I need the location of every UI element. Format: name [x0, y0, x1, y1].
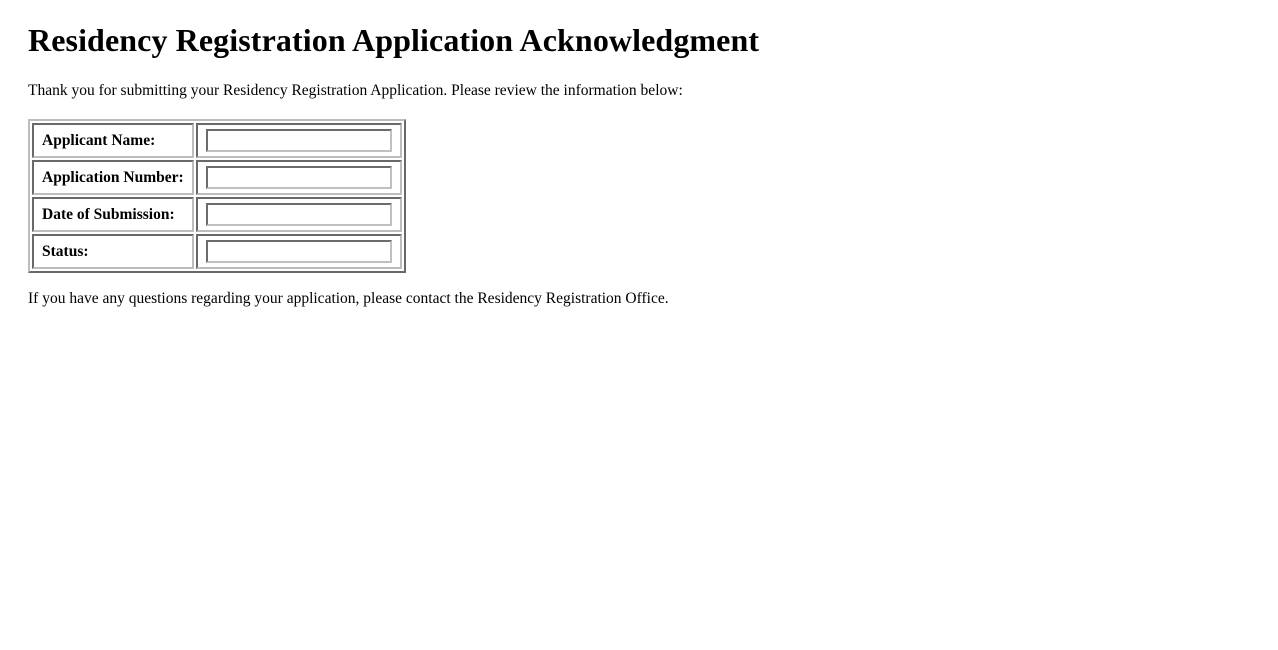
application-number-input[interactable]: [206, 166, 392, 189]
date-of-submission-label: Date of Submission:: [32, 197, 194, 232]
application-details-table: [28, 119, 406, 273]
status-label: Status:: [32, 234, 194, 269]
applicant-name-input[interactable]: [206, 129, 392, 152]
page-title: Residency Registration Application Acknowledgment: [28, 22, 760, 58]
contact-paragraph: If you have any questions regarding your application, please contact the Residency Registration Office.: [28, 290, 669, 308]
table-row: [32, 197, 402, 232]
applicant-name-cell: [196, 123, 402, 158]
document-body: [0, 0, 1278, 309]
applicant-name-label: Applicant Name:: [32, 123, 194, 158]
intro-paragraph: Thank you for submitting your Residency Registration Application. Please review the information below:: [28, 82, 683, 99]
date-of-submission-input[interactable]: [206, 203, 392, 226]
date-of-submission-cell: [196, 197, 402, 232]
application-number-cell: [196, 160, 402, 195]
application-number-label: Application Number:: [32, 160, 194, 195]
table-row: [32, 123, 402, 158]
status-cell: [196, 234, 402, 269]
status-input[interactable]: [206, 240, 392, 263]
table-row: [32, 234, 402, 269]
table-row: [32, 160, 402, 195]
